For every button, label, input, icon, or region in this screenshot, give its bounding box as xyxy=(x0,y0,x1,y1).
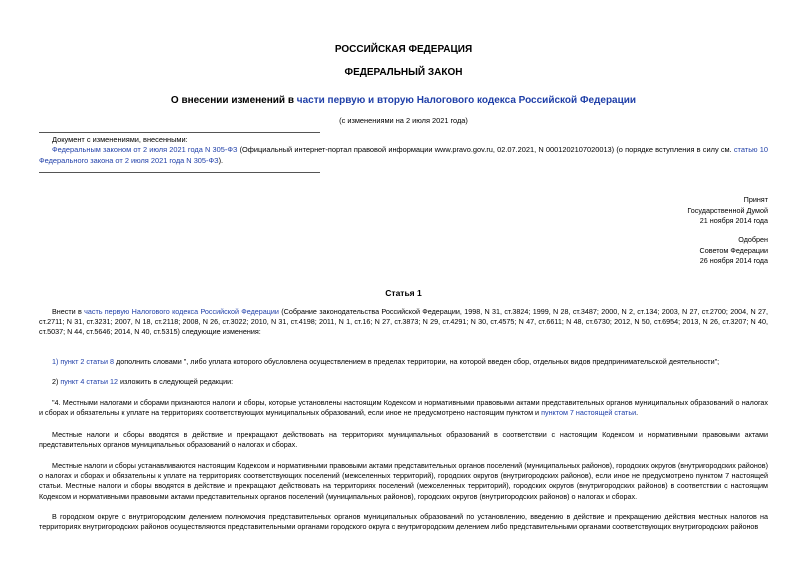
article-paragraph-1 xyxy=(39,307,768,338)
amendment-source-text: (Официальный интернет-портал правовой информации www.pravo.gov.ru, 02.07.2021, N 0001202107020013) (о порядке вступления в силу см. xyxy=(237,145,734,154)
article-paragraph-6: Местные налоги и сборы устанавливаются настоящим Кодексом и нормативными правовыми актами представительных органов поселений (муниципальных районов), городских округов (внутригородских районов) о налогах и сборах и обязательны к уплате на территориях соответствующих поселений (межселенных территорий), городских округов (внутригородских районов), если иное не предусмотрено пунктом 7 настоящей статьи. Местные налоги и сборы вводятся в действие и прекращают действовать на территориях поселений (межселенных территорий), городских округов (внутригородских районов) в соответствии с настоящим Кодексом и нормативными правовыми актами представительных органов поселений (муниципальных районов), городских округов (внутригородских районов) о налогах и сборах. xyxy=(39,461,768,501)
p4-before: "4. Местными налогами и сборами признаются налоги и сборы, которые установлены настоящим Кодексом и нормативными правовыми актами представительных органов муниципальных образований о налогах и сборах и обязательны к уплате на территориях соответствующих муниципальных образований, если иное не предусмотрено настоящим пунктом и xyxy=(39,398,768,418)
article-paragraph-5: Местные налоги и сборы вводятся в действие и прекращают действовать на территориях муниципальных образований в соответствии с настоящим Кодексом и нормативными правовыми актами представительных органов муниципальных образований о налогах и сборах. xyxy=(39,430,768,450)
item1-link[interactable]: 1) пункт 2 статьи 8 xyxy=(52,357,115,366)
tax-code-part1-link[interactable]: часть первую Налогового кодекса Российской Федерации xyxy=(84,307,279,316)
approved-label: Одобрен xyxy=(738,235,768,244)
law-title-link[interactable]: части первую и вторую Налогового кодекса Российской Федерации xyxy=(296,95,637,106)
article-item-2 xyxy=(52,377,768,387)
article-paragraph-7: В городском округе с внутригородским делением полномочия представительных органов муниципальных образований по установлению, введению в действие и прекращению действия местных налогов на территориях внутригородских районов осуществляются представительными органами городского округа с внутригородским делением либо представительными органами соответствующих внутригородских районов xyxy=(39,512,768,532)
amendments-top-rule xyxy=(39,132,320,133)
accepted-label: Принят xyxy=(743,195,768,204)
item2-link[interactable]: пункт 4 статьи 12 xyxy=(60,377,119,386)
article-heading: Статья 1 xyxy=(385,288,422,298)
revision-note: (с изменениями на 2 июля 2021 года) xyxy=(339,116,468,125)
article-item-1 xyxy=(52,357,768,367)
law-type-heading: ФЕДЕРАЛЬНЫЙ ЗАКОН xyxy=(344,67,463,78)
law-title xyxy=(0,95,807,106)
article-paragraph-4 xyxy=(39,398,768,418)
law-title-text: О внесении изменений в xyxy=(170,95,297,106)
item1-text: дополнить словами ", либо уплата которого обусловлена осуществлением в пределах территории, на которой введен сбор, отдельных видов предпринимательской деятельности"; xyxy=(114,357,720,366)
item2-text: изложить в следующей редакции: xyxy=(118,377,234,386)
country-heading: РОССИЙСКАЯ ФЕДЕРАЦИЯ xyxy=(334,44,473,55)
amendments-intro: Документ с изменениями, внесенными: xyxy=(52,135,188,144)
p4-link[interactable]: пунктом 7 настоящей статьи xyxy=(541,408,637,418)
amendment-article-link[interactable]: статью 10 Федерального закона от 2 июля 2021 года N 305-ФЗ xyxy=(39,145,768,165)
amendments-bottom-rule xyxy=(39,172,320,173)
p1-after: (Собрание законодательства Российской Федерации, 1998, N 31, ст.3824; 1999, N 28, ст.3487; 2000, N 2, ст.134; 2003, N 27, ст.2700; 2004, N 27, ст.2711; N 31, ст.3231; 2007, N 18, ст.2118; 2008, N 26, ст.3022; 2010, N 31, ст.4198; 2011, N 1, ст.16; N 27, ст.3873; N 29, ст.4291; N 30, ст.4575; N 47, ст.6611; N 48, ст.6730; 2012, N 50, ст.6954; 2013, N 26, ст.3207; N 40, ст.5037; N 44, ст.5646; 2014, N 40, ст.5315) следующие изменения: xyxy=(39,307,768,337)
duma-label: Государственной Думой xyxy=(687,205,768,215)
adoption-duma xyxy=(687,195,768,227)
amendment-law-link[interactable]: Федеральным законом от 2 июля 2021 года N 305-ФЗ xyxy=(52,145,238,154)
item2-number: 2) xyxy=(52,377,61,386)
p1-before: Внести в xyxy=(52,307,85,316)
amendment-close-text: ). xyxy=(218,155,224,165)
council-label: Советом Федерации xyxy=(699,245,768,255)
adoption-council xyxy=(700,235,768,267)
p4-after: . xyxy=(636,408,639,418)
duma-date: 21 ноября 2014 года xyxy=(699,216,768,225)
amendments-list xyxy=(39,145,768,166)
council-date: 26 ноября 2014 года xyxy=(699,256,768,265)
